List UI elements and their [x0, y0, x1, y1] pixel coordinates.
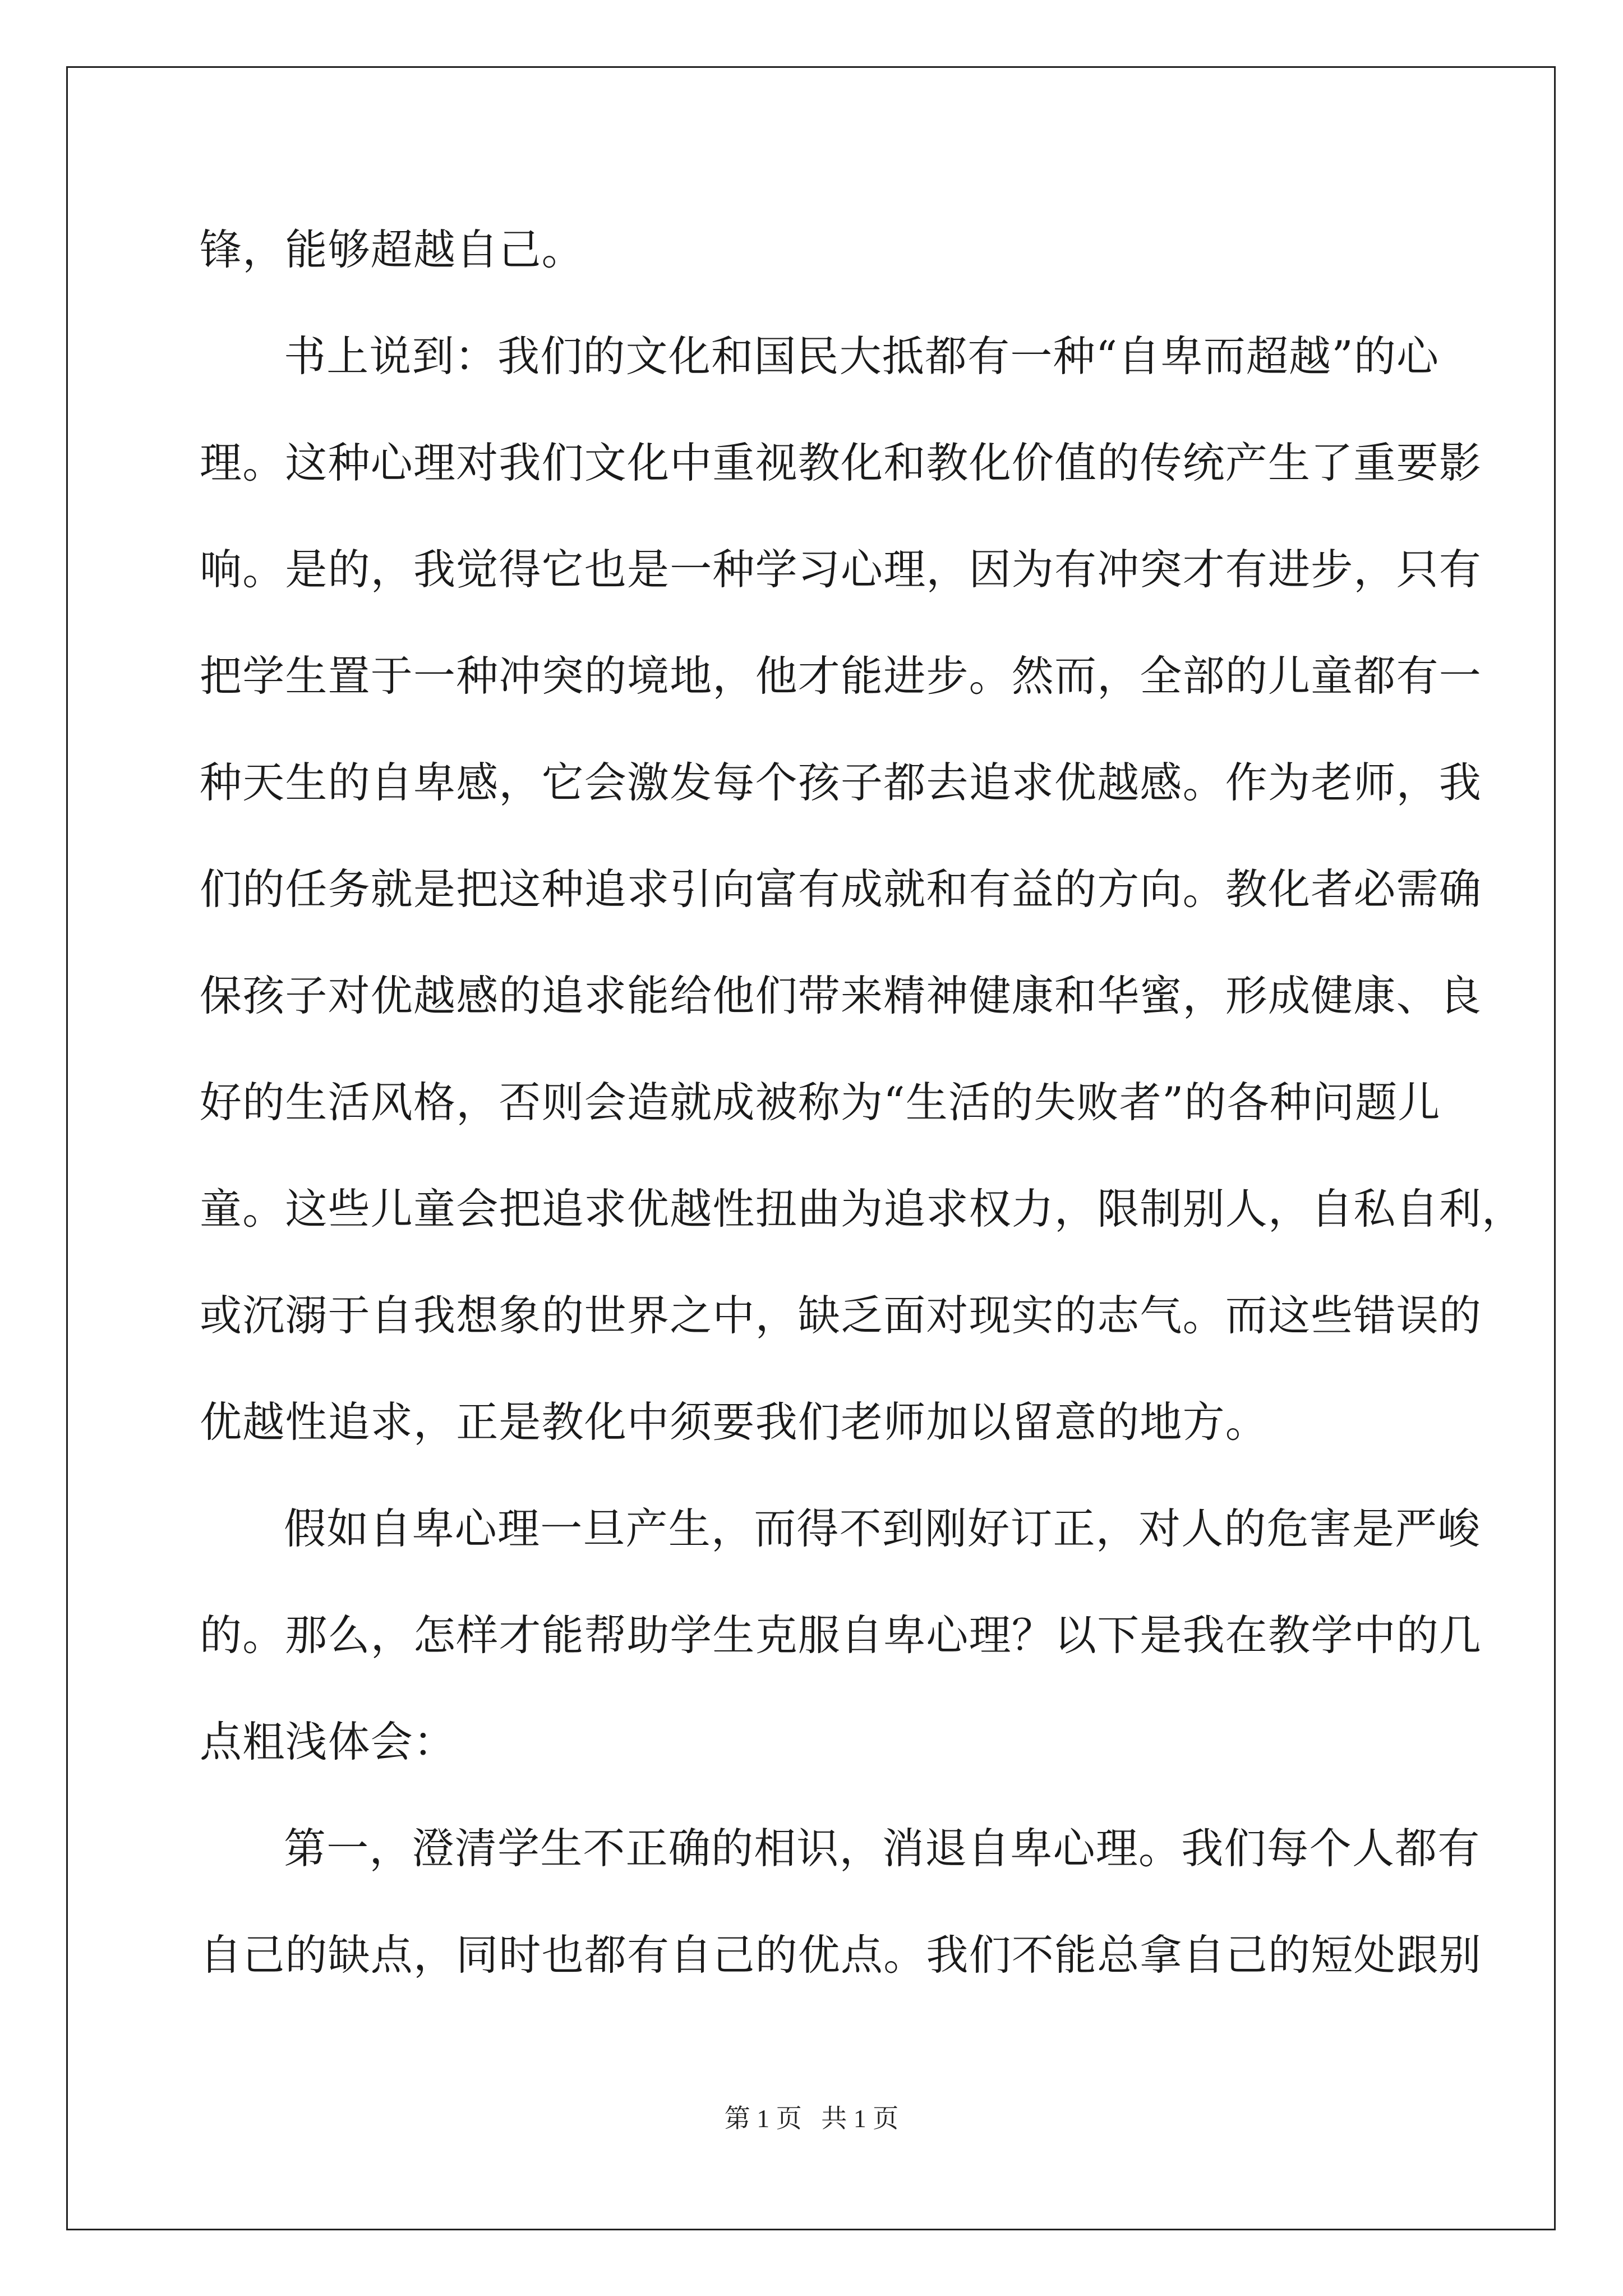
text-line: 童。这些儿童会把追求优越性扭曲为追求权力，限制别人，自私自利，: [200, 1184, 1525, 1234]
text-line: 或沉溺于自我想象的世界之中，缺乏面对现实的志气。而这些错误的: [200, 1291, 1482, 1340]
text-line: 锋，能够超越自己。: [200, 225, 584, 274]
text-line: 把学生置于一种冲突的境地，他才能进步。然而，全部的儿童都有一: [200, 651, 1482, 701]
text-line: 好的生活风格，否则会造就成被称为“生活的失败者”的各种问题儿: [200, 1078, 1441, 1127]
text-line: 种天生的自卑感，它会激发每个孩子都去追求优越感。作为老师，我: [200, 758, 1482, 807]
text-line: 书上说到：我们的文化和国民大抵都有一种“自卑而超越”的心: [284, 332, 1440, 381]
text-line: 自己的缺点，同时也都有自己的优点。我们不能总拿自己的短处跟别: [200, 1930, 1482, 1980]
text-line: 的。那么，怎样才能帮助学生克服自卑心理？以下是我在教学中的几: [200, 1611, 1482, 1660]
text-line: 响。是的，我觉得它也是一种学习心理，因为有冲突才有进步，只有: [200, 545, 1482, 594]
text-line: 优越性追求，正是教化中须要我们老师加以留意的地方。: [200, 1397, 1269, 1447]
text-line: 理。这种心理对我们文化中重视教化和教化价值的传统产生了重要影: [200, 438, 1482, 487]
text-line: 假如自卑心理一旦产生，而得不到刚好订正，对人的危害是严峻: [284, 1504, 1481, 1553]
text-line: 点粗浅体会：: [200, 1717, 457, 1766]
page-footer: 第 1 页 共 1 页: [724, 2104, 899, 2133]
document-body: [200, 219, 1525, 2031]
text-line: 保孩子对优越感的追求能给他们带来精神健康和华蜜，形成健康、良: [200, 971, 1482, 1020]
text-line: 第一，澄清学生不正确的相识，消退自卑心理。我们每个人都有: [284, 1824, 1481, 1873]
text-line: 们的任务就是把这种追求引向富有成就和有益的方向。教化者必需确: [200, 864, 1482, 914]
